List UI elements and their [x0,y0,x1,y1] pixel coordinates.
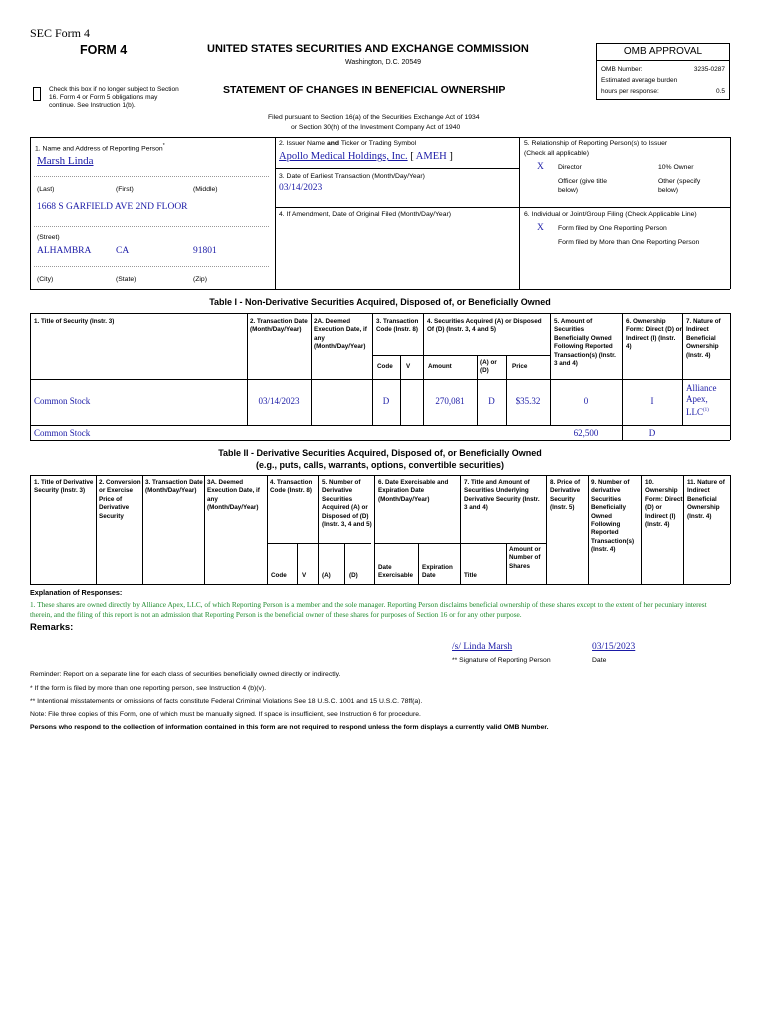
t1-sub-ad: (A) or (D) [480,359,497,375]
t1-row1-nature: Alliance Apex, LLC$^{(1)}$ [686,383,717,417]
t2-col-code: 4. Transaction Code (Instr. 8) [270,479,313,495]
table2-subtitle: (e.g., puts, calls, warrants, options, convertible securities) [255,460,505,470]
t1-row2-title: Common Stock [34,428,91,438]
state-label: (State) [116,276,137,283]
t2-sub-amount: Amount or Number of Shares [509,546,541,570]
director-label: Director [558,164,582,171]
t1-row1-code: D [382,396,390,406]
omb-hours-value: 0.5 [715,88,725,95]
middle-label: (Middle) [193,186,218,193]
t2-sub-d: (D) [349,572,358,579]
box5-sublabel: (Check all applicable) [524,150,589,157]
t1-row1-owned: 0 [583,396,589,406]
t2-sub-expiration: Expiration Date [422,564,453,580]
box5-label: 5. Relationship of Reporting Person(s) to Issuer [524,140,668,147]
box1-label: 1. Name and Address of Reporting Person* [35,143,165,153]
t2-sub-v: V [302,572,307,579]
t2-col-conversion: 2. Conversion or Exercise Price of Derivative Security [99,479,141,520]
officer-label-1: Officer (give title [558,178,607,185]
t1-sub-code: Code [377,363,393,370]
officer-label-2: below) [558,187,579,194]
signature: /s/ Linda Marsh [452,642,513,652]
first-label: (First) [116,186,134,193]
more-reporting-persons-label: Form filed by More than One Reporting Person [558,239,700,246]
agency-title: UNITED STATES SECURITIES AND EXCHANGE COMMISSION [207,43,529,55]
city-label: (City) [37,276,54,283]
agency-city: Washington, D.C. 20549 [345,59,422,66]
t1-col-title: 1. Title of Security (Instr. 3) [34,318,115,325]
box4-label: 4. If Amendment, Date of Original Filed (Month/Day/Year) [279,211,452,218]
date-label: Date [592,657,607,664]
t2-col-date: 3. Transaction Date (Month/Day/Year) [145,479,203,495]
t2-col-underlying: 7. Title and Amount of Securities Underlying Derivative Security (Instr. 3 and 4) [464,479,540,512]
zip-label: (Zip) [193,276,207,283]
t2-sub-code: Code [271,572,287,579]
statement-title: STATEMENT OF CHANGES IN BENEFICIAL OWNERSHIP [223,84,506,96]
t1-row1-date: 03/14/2023 [258,396,300,406]
one-reporting-person-label: Form filed by One Reporting Person [558,225,667,232]
one-person-checkmark[interactable]: X [537,223,544,233]
box3-label: 3. Date of Earliest Transaction (Month/Day/Year) [279,173,425,180]
remarks-label: Remarks: [30,622,74,633]
explanation-label: Explanation of Responses: [30,588,123,597]
reminder-line-1: Reminder: Report on a separate line for each class of securities beneficially owned directly or indirectly. [30,671,341,678]
city-value: ALHAMBRA [37,246,92,256]
sec-form-label: SEC Form 4 [30,26,91,40]
t1-col-acquired: 4. Securities Acquired (A) or Disposed Of (D) (Instr. 3, 4 and 5) [427,318,542,334]
street-label: (Street) [37,234,60,241]
omb-title: OMB APPROVAL [597,44,729,61]
ticker-symbol: AMEH [415,151,447,162]
omb-number-label: OMB Number: [601,66,643,73]
t1-col-code: 3. Transaction Code (Instr. 8) [376,318,419,334]
signature-label: ** Signature of Reporting Person [452,657,551,664]
t1-sub-price: Price [512,363,528,370]
last-label: (Last) [37,186,55,193]
state-value: CA [116,246,130,256]
t1-row1-price: $35.32 [515,396,541,406]
t1-row2-owned: 62,500 [573,428,599,438]
t2-col-form: 10. Ownership Form: Direct (D) or Indirect (I) (Instr. 4) [645,479,683,529]
t1-col-deemed: 2A. Deemed Execution Date, if any (Month/Day/Year) [314,318,367,351]
filed-pursuant-line1: Filed pursuant to Section 16(a) of the Securities Exchange Act of 1934 [268,114,480,121]
t2-col-number: 5. Number of Derivative Securities Acquired (A) or Disposed of (D) (Instr. 3, 4 and 5) [322,479,372,529]
omb-hours-label: hours per response: [601,88,659,95]
omb-number-value: 3235-0287 [693,66,725,73]
table1-title: Table I - Non-Derivative Securities Acquired, Disposed of, or Beneficially Owned [209,297,551,307]
omb-approval-box [596,43,730,100]
zip-value: 91801 [193,246,217,256]
t1-sub-v: V [406,363,411,370]
omb-notice: Persons who respond to the collection of information contained in this form are not required to respond unless the form displays a currently valid OMB Number. [30,724,549,731]
t1-col-owned: 5. Amount of Securities Beneficially Owned Following Reported Transaction(s) (Instr. 3 and 4) [554,318,616,368]
t2-col-price: 8. Price of Derivative Security (Instr. 5) [550,479,581,512]
checkbox-instruction: Check this box if no longer subject to Section 16. Form 4 or Form 5 obligations may continue. See Instruction 1(b). [49,86,179,109]
t1-col-date: 2. Transaction Date (Month/Day/Year) [250,318,308,334]
box2-label: 2. Issuer Name and Ticker or Trading Symbol [279,140,417,147]
t1-row2-form: D [648,428,656,438]
t1-col-form: 6. Ownership Form: Direct (D) or Indirect (I) (Instr. 4) [626,318,682,351]
footnote-1: 1. These shares are owned directly by Alliance Apex, LLC, of which Reporting Person is a member and the sole manager. Reporting Person disclaims beneficial ownership of these shares except to the extent of her pecuniary interest therein, and the filing of this report is not an admission that Reporting Person is the beneficial owner of these shares for purposes of Section 16 or for any other purpose. [30,600,707,619]
t2-col-title: 1. Title of Derivative Security (Instr. 3) [34,479,94,495]
box6-label: 6. Individual or Joint/Group Filing (Check Applicable Line) [524,211,697,218]
no-longer-subject-checkbox[interactable] [33,87,41,101]
omb-burden-label: Estimated average burden [601,77,678,84]
reminder-line-3: ** Intentional misstatements or omissions of facts constitute Federal Criminal Violations See 18 U.S.C. 1001 and 15 U.S.C. 78ff(a). [30,698,423,705]
form-number: FORM 4 [80,43,128,57]
earliest-transaction-date: 03/14/2023 [279,183,323,193]
t2-col-nature: 11. Nature of Indirect Beneficial Ownership (Instr. 4) [687,479,725,520]
t2-col-deemed: 3A. Deemed Execution Date, if any (Month/Day/Year) [207,479,260,512]
other-label-2: below) [658,187,679,194]
t2-sub-title: Title [464,572,477,579]
reminder-line-4: Note: File three copies of this Form, one of which must be manually signed. If space is insufficient, see Instruction 6 for procedure. [30,711,421,718]
t1-row1-title: Common Stock [34,396,91,406]
t2-sub-exercisable: Date Exercisable [378,564,414,580]
t1-row1-amount: 270,081 [435,396,465,406]
signature-date: 03/15/2023 [592,642,636,652]
issuer-name-link[interactable]: Apollo Medical Holdings, Inc. [279,151,408,162]
director-checkmark[interactable]: X [537,162,544,172]
table2-title: Table II - Derivative Securities Acquired, Disposed of, or Beneficially Owned [218,448,542,458]
reporting-person-name[interactable]: Marsh Linda [37,155,94,167]
reminder-line-2: * If the form is filed by more than one reporting person, see Instruction 4 (b)(v). [30,685,267,692]
t1-row1-form: I [650,396,654,406]
t1-row1-ad: D [488,396,495,406]
t2-col-derivatives-owned: 9. Number of derivative Securities Beneficially Owned Following Reported Transaction(s) (Instr. 4) [591,479,635,554]
filed-pursuant-line2: or Section 30(h) of the Investment Company Act of 1940 [291,124,461,131]
issuer-line: Apollo Medical Holdings, Inc. [ AMEH ] [279,151,453,162]
t1-sub-amount: Amount [428,363,452,370]
other-label-1: Other (specify [658,178,701,185]
ten-percent-owner-label: 10% Owner [658,164,694,171]
t2-sub-a: (A) [322,572,331,579]
street-address: 1668 S GARFIELD AVE 2ND FLOOR [37,202,188,212]
t1-col-nature: 7. Nature of Indirect Beneficial Ownership (Instr. 4) [686,318,721,359]
t2-col-exercisable: 6. Date Exercisable and Expiration Date (Month/Day/Year) [378,479,449,503]
